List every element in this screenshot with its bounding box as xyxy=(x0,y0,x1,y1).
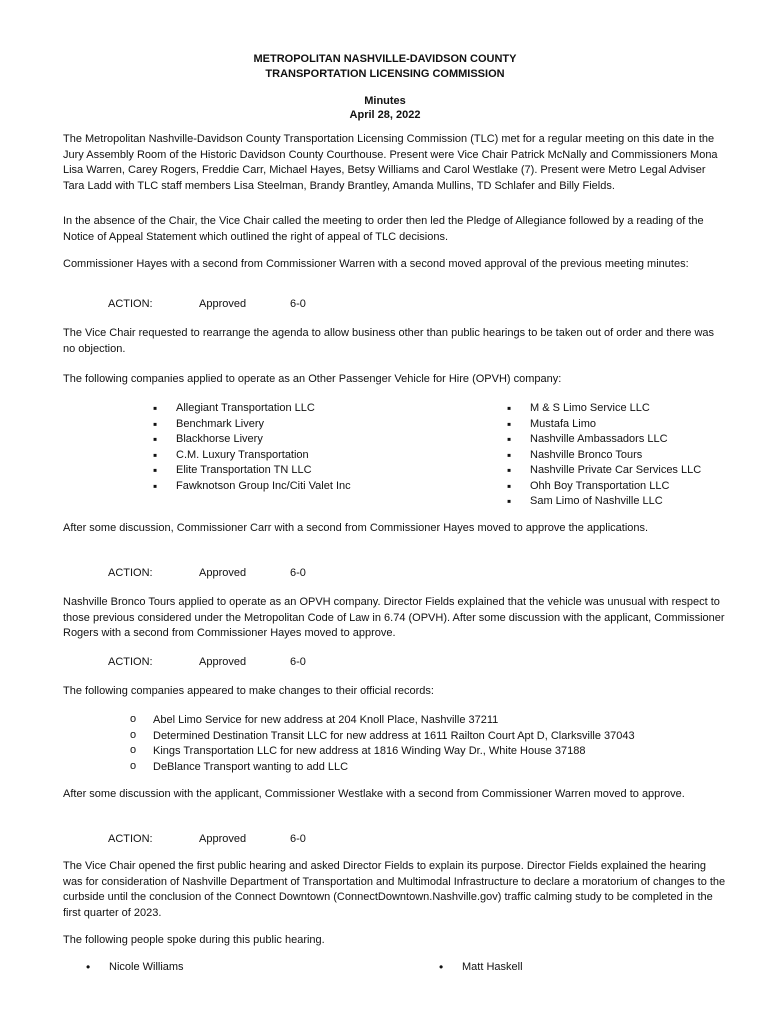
list-item: o DeBlance Transport wanting to add LLC xyxy=(130,760,730,776)
org-title: METROPOLITAN NASHVILLE-DAVIDSON COUNTY xyxy=(253,53,517,65)
action-result: Approved xyxy=(199,833,247,845)
action-vote: 6-0 xyxy=(290,833,306,845)
opvh-motion-paragraph: After some discussion, Commissioner Carr with a second from Commissioner Hayes moved to approve the applications. xyxy=(63,522,649,534)
list-item: ▪ Blackhorse Livery xyxy=(153,432,373,448)
list-item: ▪ C.M. Luxury Transportation xyxy=(153,448,373,464)
list-item: ▪ Benchmark Livery xyxy=(153,417,373,433)
list-item: • Matt Haskell xyxy=(439,960,639,976)
speakers-intro-paragraph: The following people spoke during this public hearing. xyxy=(63,934,325,946)
list-item: ▪ M & S Limo Service LLC xyxy=(507,401,737,417)
speakers-list-right xyxy=(439,960,639,976)
action-label: ACTION: xyxy=(108,567,153,579)
list-item: ▪ Nashville Bronco Tours xyxy=(507,448,737,464)
action-result: Approved xyxy=(199,567,247,579)
action-label: ACTION: xyxy=(108,833,153,845)
list-item: ▪ Ohh Boy Transportation LLC xyxy=(507,479,737,495)
action-vote: 6-0 xyxy=(290,567,306,579)
list-item: ▪ Nashville Ambassadors LLC xyxy=(507,432,737,448)
list-item: o Kings Transportation LLC for new address at 1816 Winding Way Dr., White House 37188 xyxy=(130,744,730,760)
list-item: ▪ Sam Limo of Nashville LLC xyxy=(507,494,737,510)
list-item: ▪ Fawknotson Group Inc/Citi Valet Inc xyxy=(153,479,366,495)
document-type: Minutes xyxy=(364,95,406,107)
list-item: o Abel Limo Service for new address at 204 Knoll Place, Nashville 37211 xyxy=(130,713,730,729)
list-item: ▪ Elite Transportation TN LLC xyxy=(153,463,373,479)
opvh-intro-paragraph: The following companies applied to operate as an Other Passenger Vehicle for Hire (OPVH) company: xyxy=(63,373,562,385)
absence-paragraph: In the absence of the Chair, the Vice Chair called the meeting to order then led the Pledge of Allegiance followed by a reading of the Notice of Appeal Statement which outlined the right of appeal of TLC decisions. xyxy=(63,215,704,243)
commission-title: TRANSPORTATION LICENSING COMMISSION xyxy=(265,68,505,80)
list-item: o Determined Destination Transit LLC for new address at 1611 Railton Court Apt D, Clarksville 37043 xyxy=(130,729,730,745)
action-result: Approved xyxy=(199,298,247,310)
action-label: ACTION: xyxy=(108,656,153,668)
action-label: ACTION: xyxy=(108,298,153,310)
records-intro-paragraph: The following companies appeared to make changes to their official records: xyxy=(63,685,434,697)
list-item: • Nicole Williams xyxy=(86,960,286,976)
opvh-company-list-left xyxy=(153,401,373,494)
records-motion-paragraph: After some discussion with the applicant, Commissioner Westlake with a second from Commissioner Warren moved to approve. xyxy=(63,788,685,800)
bronco-paragraph: Nashville Bronco Tours applied to operate as an OPVH company. Director Fields explained that the vehicle was unusual with respect to those previous considered under the Metropolitan Code of Law in 6.74 (OPVH). After some discussion with the applicant, Commissioner Rogers with a second from Commissioner Hayes moved to approve. xyxy=(63,596,725,639)
list-item: ▪ Mustafa Limo xyxy=(507,417,737,433)
action-result: Approved xyxy=(199,656,247,668)
action-vote: 6-0 xyxy=(290,656,306,668)
speakers-list-left xyxy=(86,960,286,976)
hearing-paragraph: The Vice Chair opened the first public hearing and asked Director Fields to explain its purpose. Director Fields explained the hearing was for consideration of Nashville Department of Transportation and Multimodal Infrastructure to declare a moratorium of changes to the curbside until the conclusion of the Connect Downtown (ConnectDowntown.Nashville.gov) traffic calming study to be completed in the first quarter of 2023. xyxy=(63,860,726,919)
meeting-date: April 28, 2022 xyxy=(349,109,421,121)
list-item: ▪ Nashville Private Car Services LLC xyxy=(507,463,737,479)
action-vote: 6-0 xyxy=(290,298,306,310)
intro-paragraph: The Metropolitan Nashville-Davidson County Transportation Licensing Commission (TLC) met for a regular meeting on this date in the Jury Assembly Room of the Historic Davidson County Courthouse. Present were Vice Chair Patrick McNally and Commissioners Mona Lisa Warren, Carey Rogers, Freddie Carr, Michael Hayes, Betsy Williams and Carol Westlake (7). Present were Metro Legal Adviser Tara Ladd with TLC staff members Lisa Steelman, Brandy Brantley, Amanda Mullins, TD Schlafer and Billy Fields. xyxy=(63,133,718,192)
minutes-motion-paragraph: Commissioner Hayes with a second from Commissioner Warren with a second moved approval of the previous meeting minutes: xyxy=(63,258,689,270)
record-changes-list xyxy=(130,713,730,775)
list-item: ▪ Allegiant Transportation LLC xyxy=(153,401,373,417)
rearrange-paragraph: The Vice Chair requested to rearrange the agenda to allow business other than public hearings to be taken out of order and there was no objection. xyxy=(63,327,715,355)
opvh-company-list-right xyxy=(507,401,737,510)
